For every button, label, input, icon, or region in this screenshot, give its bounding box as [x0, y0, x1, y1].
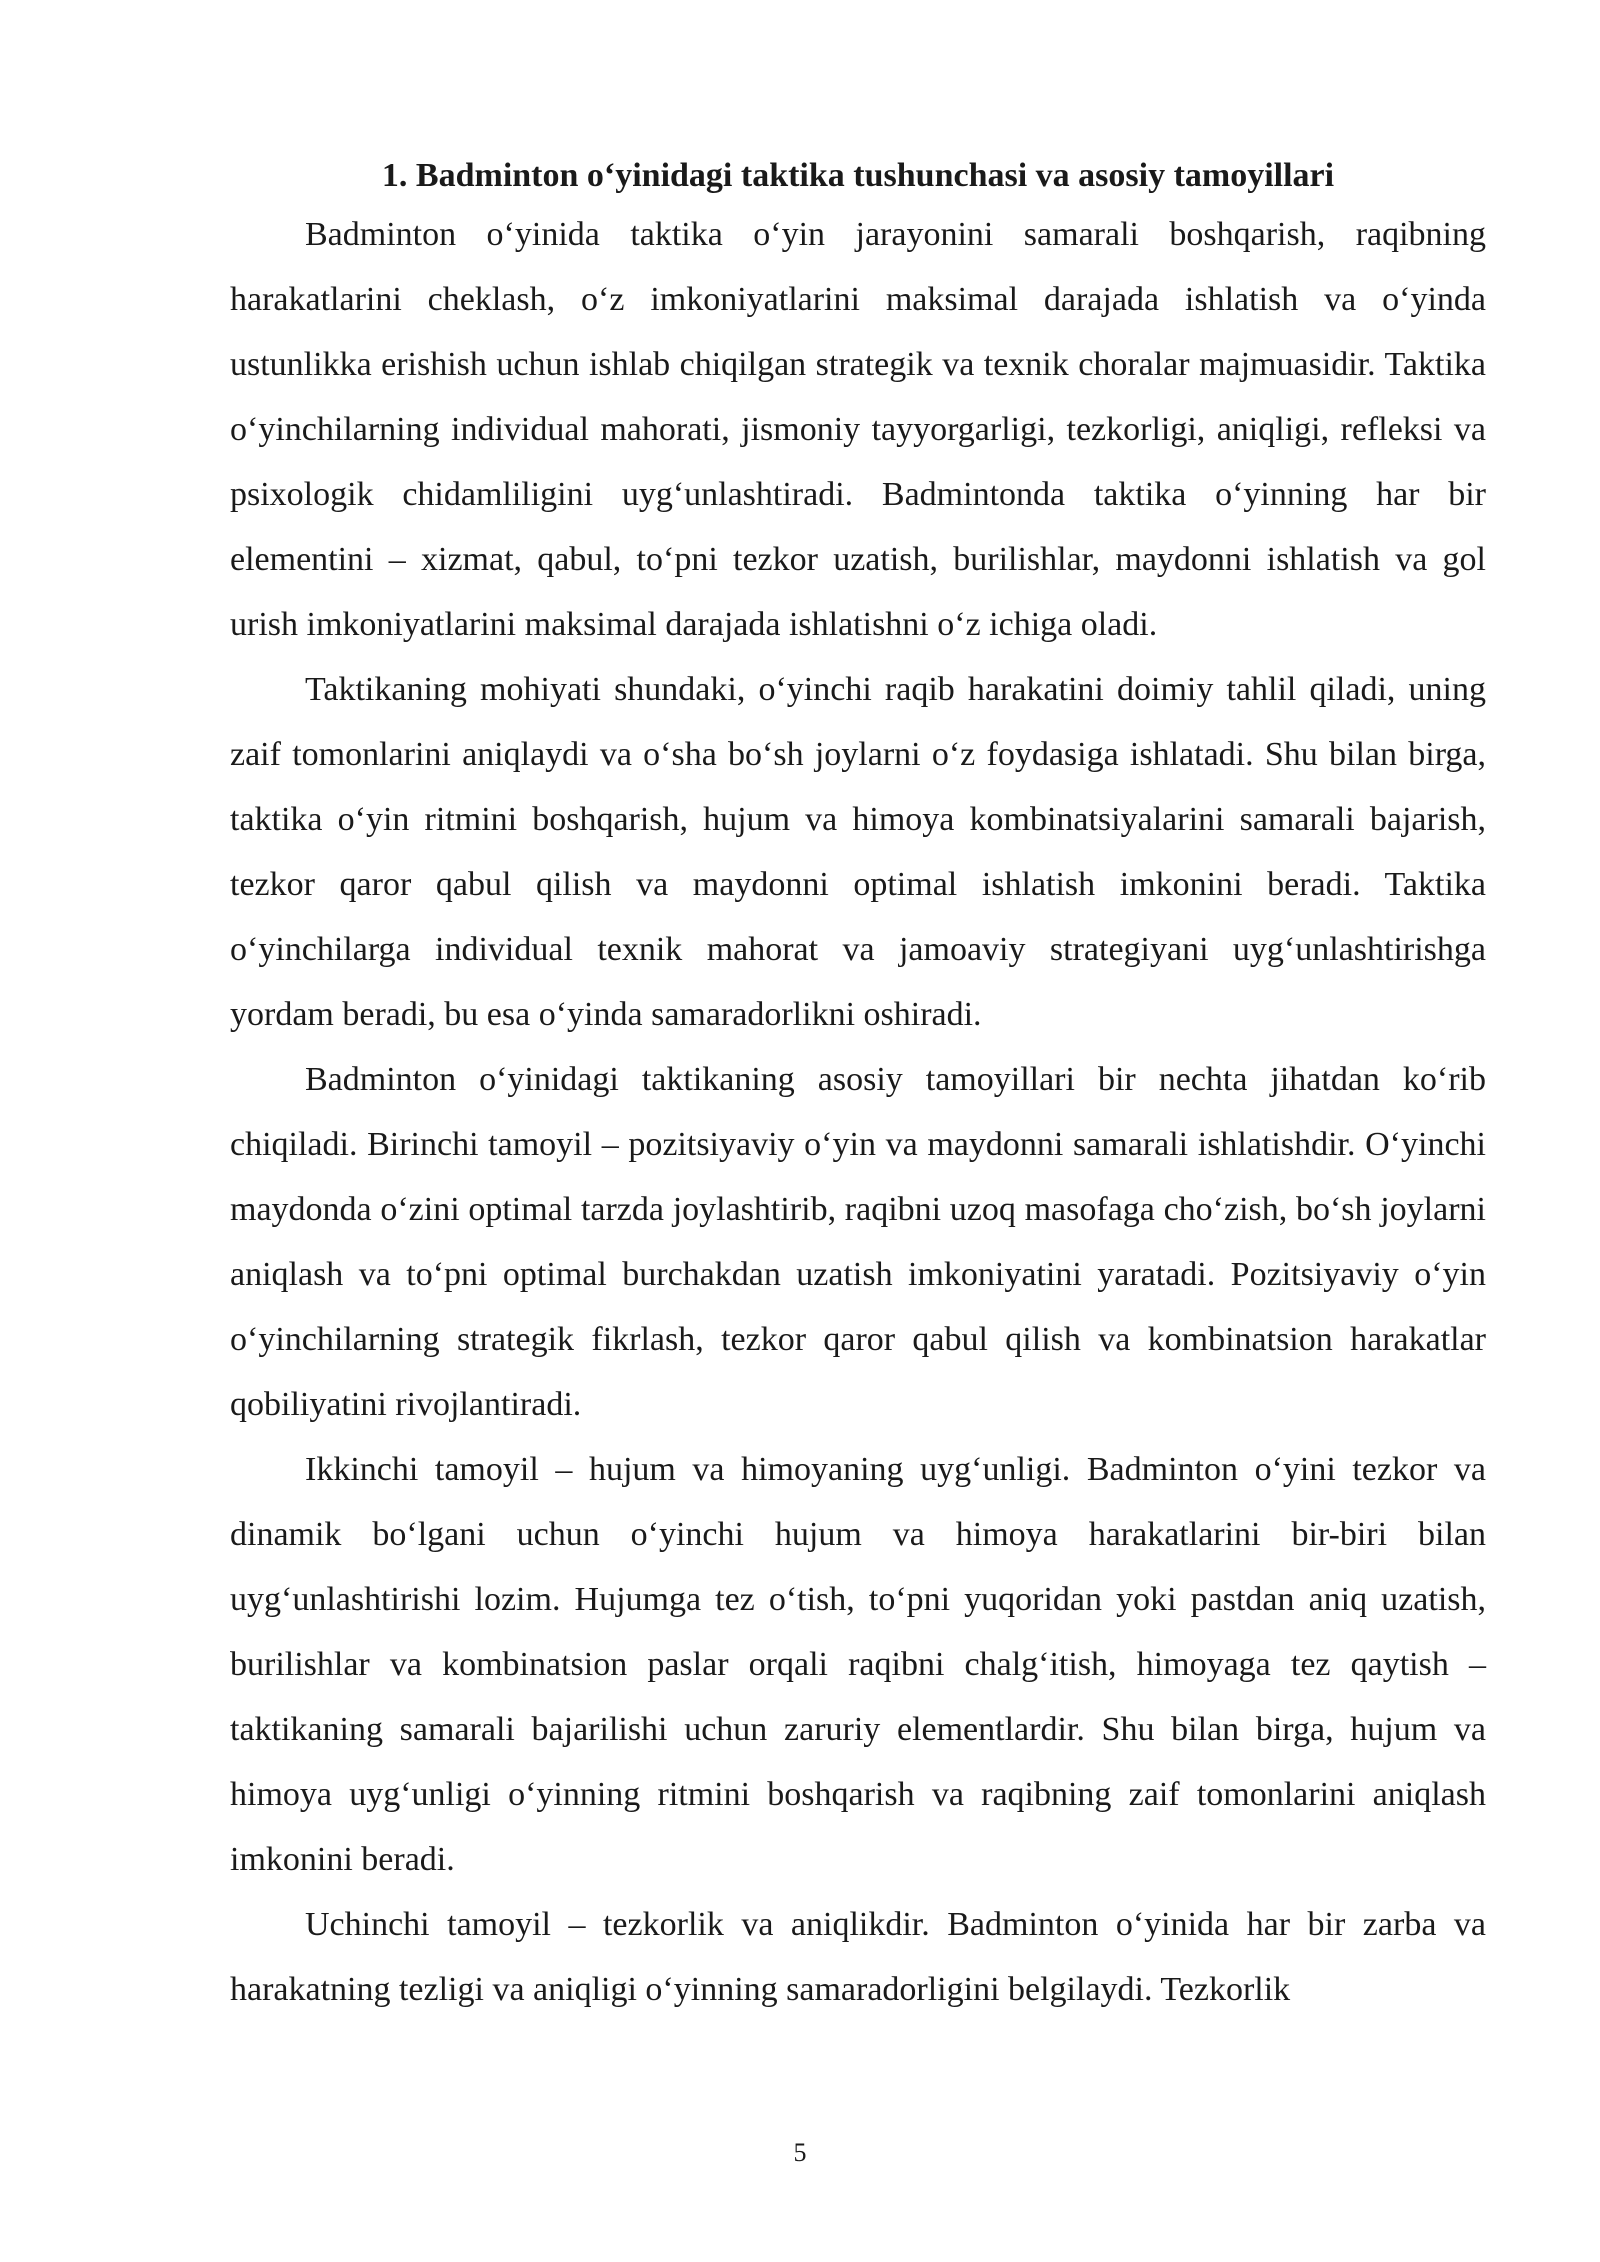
- page-content: [230, 150, 1486, 2022]
- paragraph-first-principle: Badminton o‘yinidagi taktikaning asosiy tamoyillari bir nechta jihatdan ko‘rib chiqiladi. Birinchi tamoyil – pozitsiyaviy o‘yin va maydonni samarali ishlatishdir. O‘yinchi maydonda o‘zini optimal tarzda joylashtirib, raqibni uzoq masofaga cho‘zish, bo‘sh joylarni aniqlash va to‘pni optimal burchakdan uzatish imkoniyatini yaratadi. Pozitsiyaviy o‘yin o‘yinchilarning strategik fikrlash, tezkor qaror qabul qilish va kombinatsion harakatlar qobiliyatini rivojlantiradi.: [230, 1061, 1486, 1423]
- paragraph-essence: Taktikaning mohiyati shundaki, o‘yinchi raqib harakatini doimiy tahlil qiladi, uning zaif tomonlarini aniqlaydi va o‘sha bo‘sh joylarni o‘z foydasiga ishlatadi. Shu bilan birga, taktika o‘yin ritmini boshqarish, hujum va himoya kombinatsiyalarini samarali bajarish, tezkor qaror qabul qilish va maydonni optimal ishlatish imkonini beradi. Taktika o‘yinchilarga individual texnik mahorat va jamoaviy strategiyani uyg‘unlashtirishga yordam beradi, bu esa o‘yinda samaradorlikni oshiradi.: [230, 671, 1486, 1033]
- section-heading: 1. Badminton o‘yinidagi taktika tushunchasi va asosiy tamoyillari: [381, 157, 1335, 194]
- page-number: 5: [793, 2138, 807, 2167]
- paragraph-second-principle: Ikkinchi tamoyil – hujum va himoyaning uyg‘unligi. Badminton o‘yini tezkor va dinamik bo‘lgani uchun o‘yinchi hujum va himoya harakatlarini bir-biri bilan uyg‘unlashtirishi lozim. Hujumga tez o‘tish, to‘pni yuqoridan yoki pastdan aniq uzatish, burilishlar va kombinatsion paslar orqali raqibni chalg‘itish, himoyaga tez qaytish – taktikaning samarali bajarilishi uchun zaruriy elementlardir. Shu bilan birga, hujum va himoya uyg‘unligi o‘yinning ritmini boshqarish va raqibning zaif tomonlarini aniqlash imkonini beradi.: [230, 1451, 1486, 1878]
- paragraph-definition: Badminton o‘yinida taktika o‘yin jarayonini samarali boshqarish, raqibning harakatlarini cheklash, o‘z imkoniyatlarini maksimal darajada ishlatish va o‘yinda ustunlikka erishish uchun ishlab chiqilgan strategik va texnik choralar majmuasidir. Taktika o‘yinchilarning individual mahorati, jismoniy tayyorgarligi, tezkorligi, aniqligi, refleksi va psixologik chidamliligini uyg‘unlashtiradi. Badmintonda taktika o‘yinning har bir elementini – xizmat, qabul, to‘pni tezkor uzatish, burilishlar, maydonni ishlatish va gol urish imkoniyatlarini maksimal darajada ishlatishni o‘z ichiga oladi.: [230, 216, 1486, 643]
- paragraph-third-principle: Uchinchi tamoyil – tezkorlik va aniqlikdir. Badminton o‘yinida har bir zarba va harakatning tezligi va aniqligi o‘yinning samaradorligini belgilaydi. Tezkorlik: [230, 1906, 1486, 2008]
